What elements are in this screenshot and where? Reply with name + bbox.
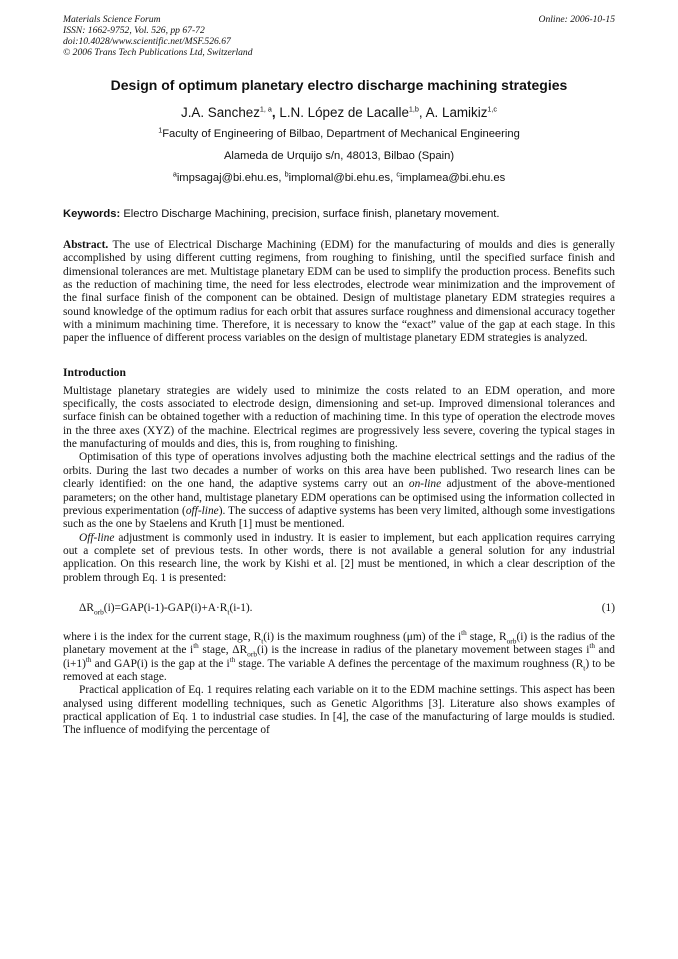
copyright-line: © 2006 Trans Tech Publications Ltd, Switzerland: [63, 47, 253, 58]
paragraph-text: (i) is the radius of the planetary movement at the i: [63, 630, 615, 657]
superscript: th: [589, 642, 595, 651]
keywords: [63, 207, 615, 221]
paragraph-text: (i) is the increase in radius of the planetary movement between stages i: [257, 644, 590, 657]
paragraph-text: and (i+1): [63, 644, 616, 670]
subscript: t: [261, 636, 264, 646]
equation-number: (1): [601, 601, 615, 614]
abstract-text: The use of Electrical Discharge Machining (EDM) for the manufacturing of moulds and dies is generally accomplished by using different cutting regimens, from roughing to finishing, until the specified surface finish and dimensional tolerances are met. Multistage planetary EDM can be used to simplify the production process. Benefits such as the reduction of machining time, the need for less electrodes, electrode wear minimization and the improvement of the final surface finish of the component can be obtained. Design of multistage planetary EDM strategies requires a sound knowledge of the optimum radius for each orbit that assures surface roughness and dimensional accuracy together with a minimum machining time. Therefore, it is necessary to know the “exact” value of the gap at each stage. In this paper the influence of different process variables on the design of multistage planetary EDM strategies is analyzed.: [63, 239, 615, 345]
journal-name: Materials Science Forum: [63, 14, 161, 25]
paragraph-text: stage, ΔR: [198, 644, 248, 657]
intro-paragraph-2: [63, 451, 615, 531]
keywords-label: Keywords:: [63, 208, 121, 220]
email-superscript: a: [172, 169, 177, 179]
author-superscript: 1,b: [408, 104, 419, 114]
paragraph-text: adjustment is commonly used in industry. It is easier to implement, but each application requires carrying out a complete set of previous tests. In other words, there is not available a general solution for any industrial application. On this research line, the work by Kishi et al. [2] must be mentioned, in which a clear description of the problem through Eq. 1 is presented:: [63, 531, 615, 584]
emphasis-text: Off-line: [79, 531, 115, 544]
subscript: orb: [506, 636, 517, 646]
emphasis-text: on-line: [408, 478, 442, 491]
paragraph-text: ) to be removed at each stage.: [63, 657, 615, 683]
author-superscript: 1,c: [487, 104, 497, 114]
intro-paragraph-1: Multistage planetary strategies are widely used to minimize the costs related to an EDM operation, and more specifically, the costs associated to electrode design, dimensioning and set-up. Improved dimensional tolerances and surface finish can be obtained together with a reduction of machining time. In this type of operation the electrode moves in the three axes (XYZ) of the machine. Electrical regimes are progressively less severe, covering the typical stages in the manufacturing of moulds and dies, this is, from roughing to finishing.: [63, 384, 615, 451]
equation-text: ΔR: [79, 601, 94, 614]
subscript: t: [583, 662, 586, 672]
email-superscript: b: [284, 169, 289, 179]
affiliation-line: [63, 127, 615, 141]
online-date: Online: 2006-10-15: [538, 14, 615, 25]
abstract-label: Abstract.: [63, 239, 109, 251]
paragraph-text: where i is the index for the current stage, R: [63, 630, 262, 643]
doi-line: doi:10.4028/www.scientific.net/MSF.526.67: [63, 36, 231, 47]
paragraph-text: stage. The variable A defines the percentage of the maximum roughness (R: [235, 657, 584, 670]
paragraph-text: adjustment of the above-mentioned parameters; on the other hand, multistage planetary EDM operations can be optimised using the information collected in previous experimentation (: [63, 478, 615, 517]
intro-paragraph-3: [63, 532, 615, 585]
affiliation-address: Alameda de Urquijo s/n, 48013, Bilbao (Spain): [223, 150, 455, 162]
paragraph-text: ). The success of adaptive systems has been very limited, although some investigations such as the one by Staelens and Kruth [1] must be mentioned.: [63, 504, 615, 531]
issn-line: ISSN: 1662-9752, Vol. 526, pp 67-72: [63, 25, 205, 36]
paragraph-text: stage, R: [466, 630, 507, 643]
equation-1: [79, 601, 615, 615]
equation-text: (i-1).: [229, 601, 253, 614]
abstract: [63, 239, 615, 346]
superscript: th: [193, 642, 199, 651]
email-list: $^a$impsagaj@bi.ehu.es, $^b$implomal@bi.ehu.es, $^c$implamea@bi.ehu.es: [172, 169, 506, 184]
section-heading-introduction: Introduction: [63, 365, 126, 379]
paragraph-text: (i) is the maximum roughness (μm) of the i: [263, 630, 462, 643]
author-superscript: 1, a: [259, 104, 272, 114]
paragraph-text: and GAP(i) is the gap at the i: [91, 657, 230, 670]
author-name: J.A. Sanchez: [181, 105, 260, 120]
author-name: A. Lamikiz: [425, 105, 488, 120]
emphasis-text: off-line: [185, 504, 219, 517]
author-list: J.A. Sanchez$^{1, a}$, L.N. López de Lacalle$^{1,b}$, A. Lamikiz$^{1,c}$: [181, 104, 497, 120]
equation-subscript: t: [227, 607, 230, 617]
email-superscript: c: [396, 169, 400, 179]
author-name: L.N. López de Lacalle: [279, 105, 409, 120]
affiliation-superscript: 1: [158, 125, 163, 135]
email-address[interactable]: impsagaj@bi.ehu.es: [176, 172, 279, 184]
equation-subscript: orb: [93, 607, 104, 617]
keywords-text: Electro Discharge Machining, precision, surface finish, planetary movement.: [123, 208, 500, 220]
equation-text: (i)=GAP(i-1)-GAP(i)+A·R: [103, 601, 228, 614]
superscript: th: [85, 655, 92, 664]
superscript: th: [461, 629, 467, 638]
superscript: th: [229, 655, 236, 664]
email-address[interactable]: implomal@bi.ehu.es: [288, 172, 391, 184]
affiliation-department: Faculty of Engineering of Bilbao, Department of Mechanical Engineering: [162, 128, 520, 140]
intro-paragraph-5: Practical application of Eq. 1 requires relating each variable on it to the EDM machine settings. This aspect has been analysed using different modelling techniques, such as Genetic Algorithms [3]. Literature also shows examples of practical application of Eq. 1 to industrial case studies. In [4], the case of the manufacturing of large moulds is studied. The influence of modifying the percentage of: [63, 684, 615, 737]
intro-paragraph-4: [63, 631, 615, 684]
journal-header: [63, 14, 615, 58]
paper-title: Design of optimum planetary electro discharge machining strategies: [110, 77, 568, 93]
paragraph-text: Optimisation of this type of operations involves adjusting both the machine electrical settings and the radius of the orbits. During the last two decades a number of works on this area have been published. Two research lines can be clearly identified: on the one hand, the adaptive systems carry out an: [63, 451, 615, 491]
email-address[interactable]: implamea@bi.ehu.es: [399, 172, 506, 184]
subscript: orb: [247, 649, 258, 659]
